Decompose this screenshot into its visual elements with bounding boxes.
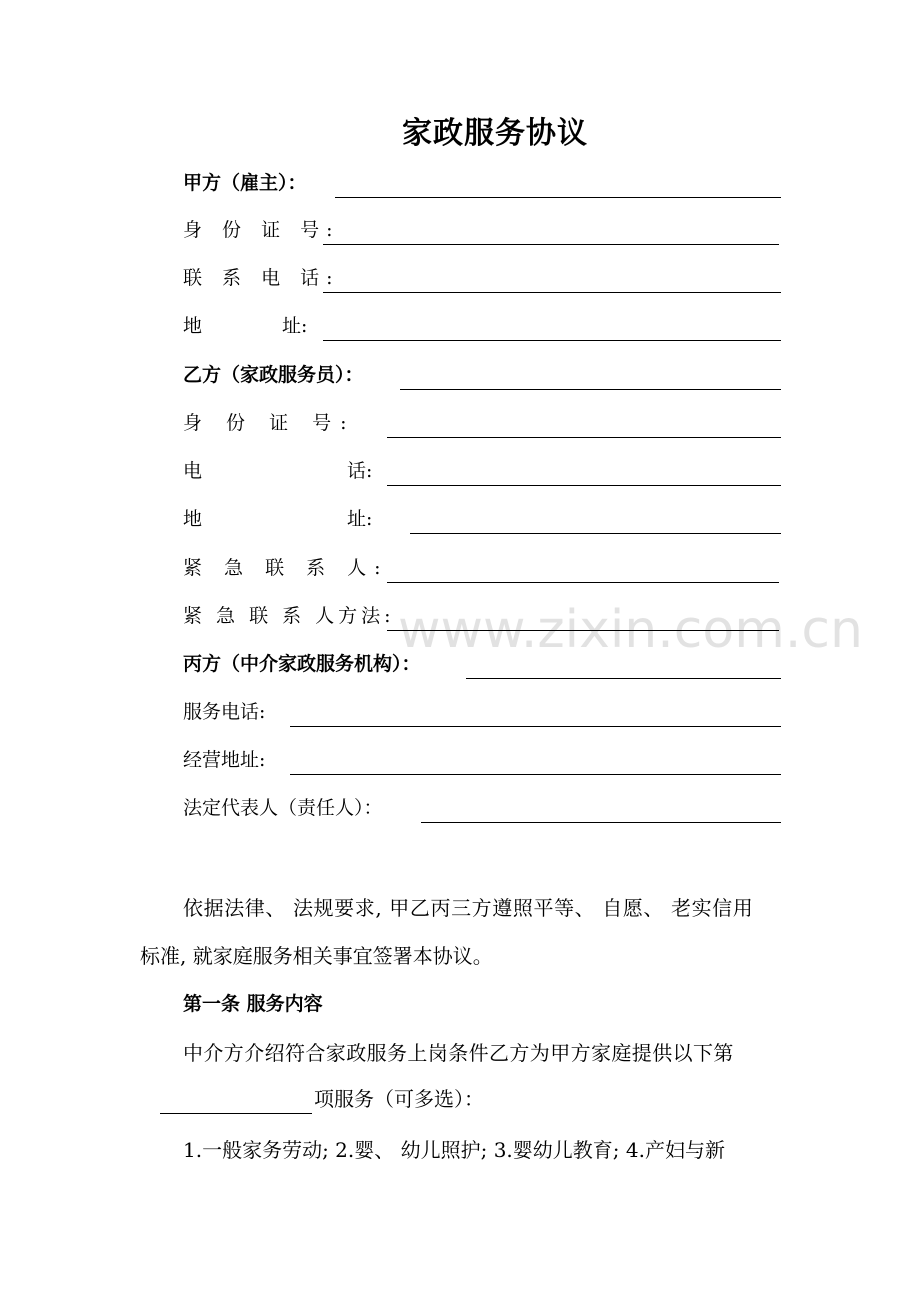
- party-b-address-field[interactable]: [410, 533, 781, 534]
- party-a-name-field[interactable]: [335, 197, 781, 198]
- party-a-id-label: 身 份 证 号:: [183, 219, 340, 241]
- party-b-emergency-contact-row: [183, 553, 779, 583]
- document-title: 家政服务协议: [402, 116, 588, 151]
- intro-paragraph-line-1: 依据法律、 法规要求, 甲乙丙三方遵照平等、 自愿、 老实信用: [183, 896, 754, 920]
- party-c-phone-label: 服务电话:: [183, 701, 266, 723]
- party-a-phone-field[interactable]: [323, 292, 781, 293]
- party-b-address-label-right: 址:: [347, 508, 373, 530]
- party-b-emergency-contact-label: 紧 急 联 系 人:: [183, 557, 389, 579]
- party-a-id-field[interactable]: [323, 244, 779, 245]
- service-items-field[interactable]: [160, 1113, 312, 1114]
- party-b-emergency-method-row: [183, 601, 779, 631]
- party-b-emergency-contact-field[interactable]: [387, 582, 779, 583]
- party-c-legal-rep-label: 法定代表人（责任人）：: [183, 797, 383, 819]
- party-c-legal-rep-field[interactable]: [421, 822, 781, 823]
- party-b-id-field[interactable]: [387, 437, 781, 438]
- party-b-name-field[interactable]: [400, 389, 781, 390]
- party-b-address-label-left: 地: [183, 508, 203, 530]
- party-a-address-label-right: 址:: [282, 315, 308, 337]
- party-b-phone-label-left: 电: [183, 460, 203, 482]
- party-c-label: 丙方（中介家政服务机构）：: [183, 653, 421, 675]
- party-c-phone-row: [183, 697, 781, 727]
- party-a-address-field[interactable]: [323, 340, 781, 341]
- watermark: www.zixin.com.cn: [398, 600, 863, 660]
- party-c-address-field[interactable]: [290, 774, 781, 775]
- article-1-line-1: 中介方介绍符合家政服务上岗条件乙方为甲方家庭提供以下第: [183, 1041, 734, 1065]
- party-a-address-label-left: 地: [183, 315, 203, 337]
- party-c-row: [183, 649, 781, 679]
- party-b-phone-label-right: 话:: [347, 460, 373, 482]
- article-1-heading: 第一条 服务内容: [183, 993, 323, 1015]
- party-c-name-field[interactable]: [466, 678, 781, 679]
- party-a-address-row: [183, 311, 781, 341]
- party-b-emergency-method-field[interactable]: [387, 630, 779, 631]
- article-1-line-2: [160, 1084, 500, 1114]
- article-1-line-2-suffix: 项服务（可多选）：: [314, 1087, 484, 1111]
- party-b-phone-row: [183, 456, 781, 486]
- article-1-line-3: 1.一般家务劳动; 2.婴、 幼儿照护; 3.婴幼儿教育; 4.产妇与新: [183, 1138, 725, 1162]
- party-b-emergency-method-label: 紧 急 联 系 人方法:: [183, 605, 395, 627]
- party-a-phone-row: [183, 263, 781, 293]
- party-b-row: [183, 360, 781, 390]
- party-b-id-row: [183, 408, 781, 438]
- intro-paragraph-line-2: 标准, 就家庭服务相关事宜签署本协议。: [140, 944, 493, 968]
- party-b-address-row: [183, 504, 781, 534]
- party-b-id-label: 身 份 证 号:: [183, 412, 356, 434]
- party-a-label: 甲方（雇主）：: [183, 172, 307, 194]
- party-c-legal-rep-row: [183, 793, 781, 823]
- party-c-phone-field[interactable]: [290, 726, 781, 727]
- party-a-row: [183, 168, 781, 198]
- party-b-phone-field[interactable]: [387, 485, 781, 486]
- party-c-address-label: 经营地址:: [183, 749, 266, 771]
- party-a-id-row: [183, 215, 779, 245]
- party-b-label: 乙方（家政服务员）：: [183, 364, 364, 386]
- party-c-address-row: [183, 745, 781, 775]
- party-a-phone-label: 联 系 电 话:: [183, 267, 340, 289]
